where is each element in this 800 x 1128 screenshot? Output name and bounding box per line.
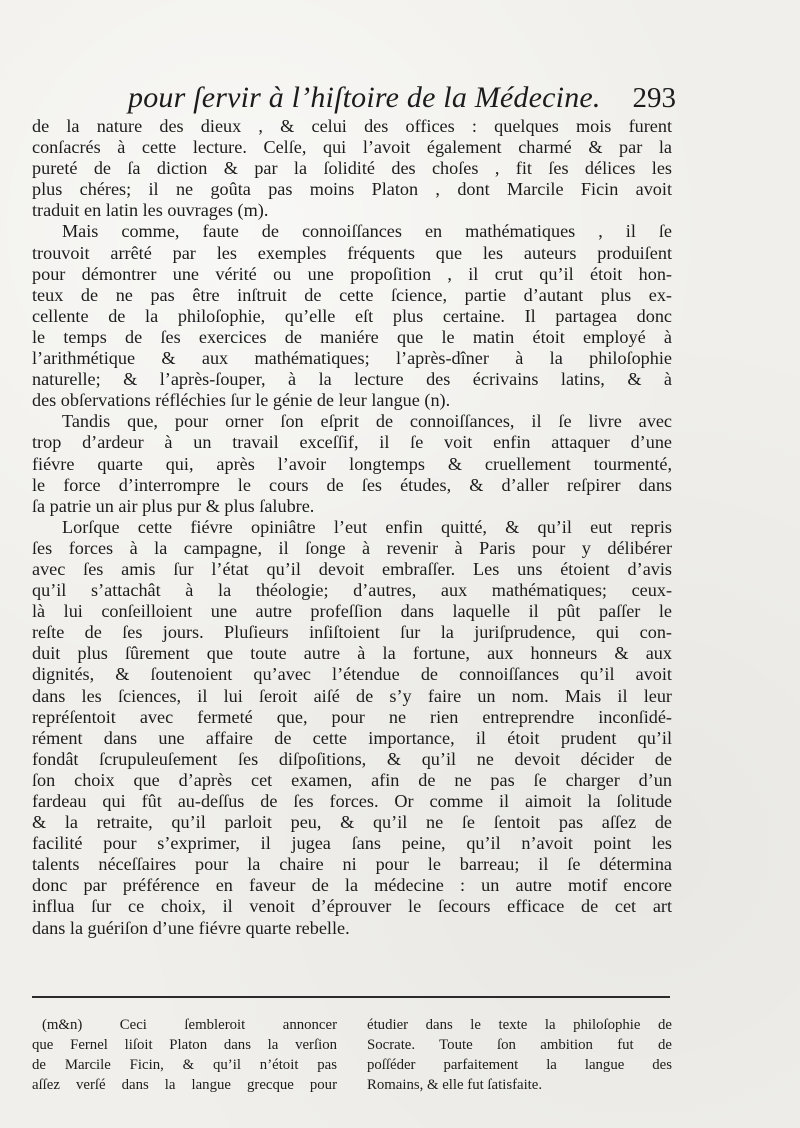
footnote-separator bbox=[32, 996, 670, 998]
text-line: de la nature des dieux , & celui des offices : quelques mois furent bbox=[32, 116, 672, 136]
text-line: repréſentoit avec fermeté que, pour ne rien entreprendre inconſidé- bbox=[32, 706, 672, 727]
footnote-line: (m&n) Ceci ſembleroit annoncer bbox=[42, 1017, 337, 1033]
text-line: dans les ſciences, il lui ſeroit aiſé de s’y faire un nom. Mais il leur bbox=[32, 685, 672, 706]
footnote-line: étudier dans le texte la philoſophie de bbox=[367, 1017, 672, 1033]
running-title: pour ſervir à l’hiſtoire de la Médecine. bbox=[128, 81, 601, 114]
text-line: & la retraite, qu’il parloit peu, & qu’il ne ſe ſentoit pas aſſez de bbox=[32, 812, 672, 833]
text-line: facilité pour s’exprimer, il jugea ſans peine, qu’il n’avoit point les bbox=[32, 833, 672, 854]
text-line: influa ſur ce choix, il venoit d’éprouver le ſecours efficace de cet art bbox=[32, 896, 672, 917]
paragraph-3 bbox=[32, 411, 672, 516]
footnote-line: Romains, & elle fut ſatisfaite. bbox=[367, 1077, 543, 1093]
text-line: traduit en latin les ouvrages (m). bbox=[32, 200, 269, 221]
footnote-line: que Fernel liſoit Platon dans la verſion bbox=[32, 1037, 337, 1053]
text-line: Tandis que, pour orner ſon eſprit de connoiſſances, il ſe livre avec bbox=[62, 411, 672, 432]
text-line: Mais comme, faute de connoiſſances en mathématiques , il ſe bbox=[62, 221, 672, 242]
text-line: trouvoit arrêté par les exemples fréquents que les auteurs produiſent bbox=[32, 242, 672, 263]
text-line: l’arithmétique & aux mathématiques; l’après-dîner à la philoſophie bbox=[32, 348, 672, 369]
text-line: plus chéres; il ne goûta pas moins Platon , dont Marcile Ficin avoit bbox=[32, 179, 672, 200]
footnote-line: poſſéder parfaitement la langue des bbox=[367, 1057, 672, 1073]
text-line: ſa patrie un air plus pur & plus ſalubre. bbox=[32, 495, 315, 516]
text-line: donc par préférence en faveur de la médecine : un autre motif encore bbox=[32, 875, 672, 896]
text-line: dans la guériſon d’une fiévre quarte rebelle. bbox=[32, 917, 350, 938]
text-line: pour démontrer une vérité ou une propoſition , il crut qu’il étoit hon- bbox=[32, 263, 672, 284]
footnotes bbox=[32, 1015, 672, 1095]
page-number: 293 bbox=[632, 82, 676, 114]
text-line: Lorſque cette fiévre opiniâtre l’eut enfin quitté, & qu’il eut repris bbox=[62, 516, 672, 537]
text-line: cellente de la philoſophie, qu’elle eſt plus certaine. Il partagea donc bbox=[32, 305, 672, 326]
main-text bbox=[32, 116, 672, 939]
text-line: des obſervations réfléchies ſur le génie de leur langue (n). bbox=[32, 390, 451, 411]
text-line: ſon choix que d’après cet examen, afin de ne pas ſe charger d’un bbox=[32, 769, 672, 790]
text-line: teux de ne pas être inſtruit de cette ſcience, partie d’autant plus ex- bbox=[32, 284, 672, 305]
text-line: dignités, & ſoutenoient qu’avec l’étendue de connoiſſances qu’il avoit bbox=[32, 664, 672, 685]
footnote-column-left bbox=[32, 1015, 337, 1095]
text-line: trop d’ardeur à un travail exceſſif, il ſe voit enfin attaquer d’une bbox=[32, 432, 672, 453]
paragraph-2 bbox=[32, 221, 672, 411]
text-line: pureté de ſa diction & par la ſolidité des choſes , fit ſes délices les bbox=[32, 158, 672, 179]
text-line: talents néceſſaires pour la chaire ni pour le barreau; il ſe détermina bbox=[32, 854, 672, 875]
text-line: avec ſes amis ſur l’état qu’il devoit embraſſer. Les uns étoient d’avis bbox=[32, 558, 672, 579]
text-line: fondât ſcrupuleuſement ſes diſpoſitions, & qu’il ne devoit décider de bbox=[32, 748, 672, 769]
text-line: fiévre quarte qui, après l’avoir longtemps & cruellement tourmenté, bbox=[32, 453, 672, 474]
footnote-line: de Marcile Ficin, & qu’il n’étoit pas bbox=[32, 1057, 337, 1073]
paragraph-1 bbox=[32, 116, 672, 221]
text-line: qu’il s’attachât à la théologie; d’autres, aux mathématiques; ceux- bbox=[32, 580, 672, 601]
paragraph-4 bbox=[32, 517, 672, 939]
text-line: le force d’interrompre le cours de ſes études, & d’aller reſpirer dans bbox=[32, 474, 672, 495]
text-line: rément dans une affaire de cette importance, il étoit prudent qu’il bbox=[32, 727, 672, 748]
text-line: ſes forces à la campagne, il ſonge à revenir à Paris pour y délibérer bbox=[32, 537, 672, 558]
footnote-line: aſſez verſé dans la langue grecque pour bbox=[32, 1077, 337, 1093]
footnote-column-right bbox=[367, 1015, 672, 1095]
text-line: conſacrés à cette lecture. Celſe, qui l’avoit également charmé & par la bbox=[32, 137, 672, 158]
text-line: duit plus ſûrement que toute autre à la fortune, aux honneurs & aux bbox=[32, 643, 672, 664]
text-line: naturelle; & l’après-ſouper, à la lecture des écrivains latins, & à bbox=[32, 369, 672, 390]
text-line: reſte de ſes jours. Pluſieurs inſiſtoient ſur la juriſprudence, qui con- bbox=[32, 622, 672, 643]
footnote-line: Socrate. Toute ſon ambition fut de bbox=[367, 1037, 672, 1053]
text-line: fardeau qui fût au-deſſus de ſes forces. Or comme il aimoit la ſolitude bbox=[32, 791, 672, 811]
text-line: là lui conſeilloient une autre profeſſion dans laquelle il pût paſſer le bbox=[32, 601, 672, 622]
text-line: le temps de ſes exercices de maniére que le matin étoit employé à bbox=[32, 326, 672, 347]
